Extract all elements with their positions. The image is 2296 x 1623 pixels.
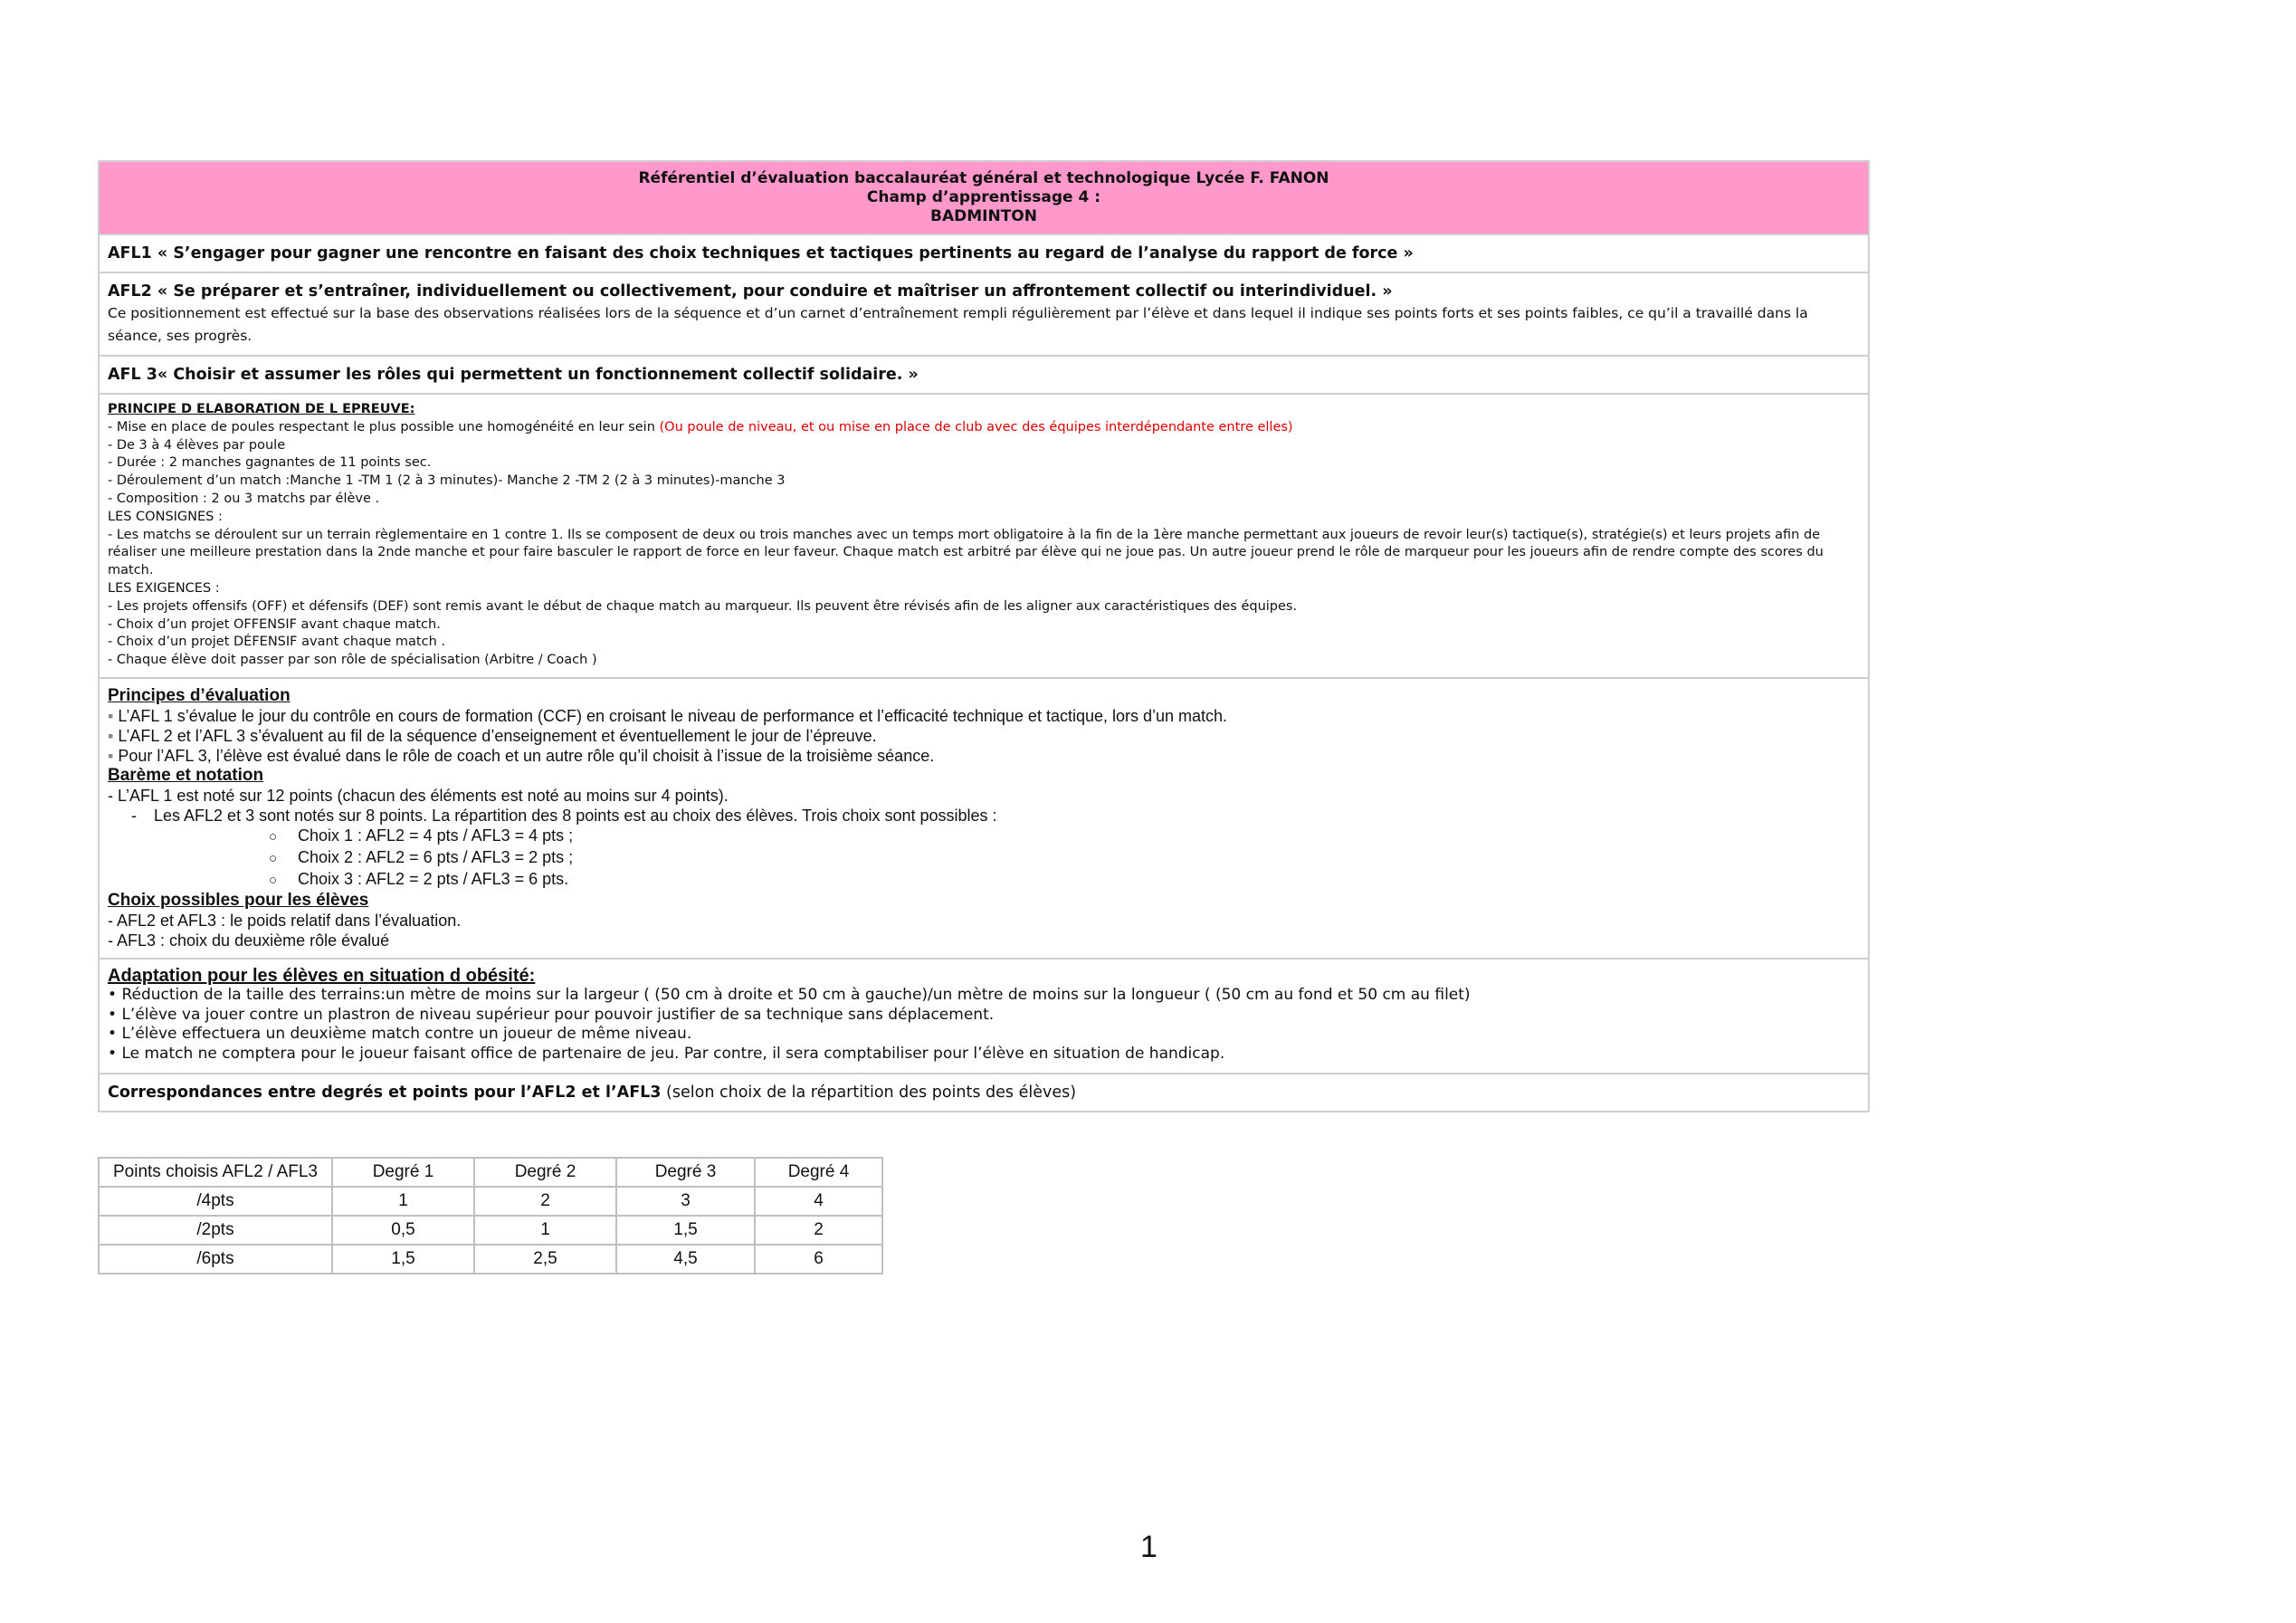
adaptation-section <box>100 959 1868 1075</box>
evaluation-section <box>100 679 1868 959</box>
choix-title: Choix possibles pour les élèves <box>108 890 369 910</box>
evaluation-sheet <box>98 160 1870 1112</box>
choix-possible-line: - AFL2 et AFL3 : le poids relatif dans l’évaluation. <box>108 911 462 930</box>
correspondances-row <box>100 1074 1868 1111</box>
adaptation-item: • L’élève effectuera un deuxième match contre un joueur de même niveau. <box>108 1025 692 1044</box>
table-row <box>99 1245 882 1274</box>
table-cell: 0,5 <box>332 1216 474 1245</box>
bullet-icon: ▪ <box>108 706 119 725</box>
choix-possible-line: - AFL3 : choix du deuxième rôle évalué <box>108 931 390 950</box>
bullet-icon: • <box>108 1025 122 1044</box>
header-activity: BADMINTON <box>930 207 1037 225</box>
correspondances-title: Correspondances entre degrés et points pour l’AFL2 et l’AFL3 <box>108 1084 662 1103</box>
evaluation-point: ▪ L’AFL 1 s’évalue le jour du contrôle en cours de formation (CCF) en croisant le niveau de performance et l’efficacité technique et tactique, lors d’un match. <box>108 706 1228 725</box>
table-header-cell: Points choisis AFL2 / AFL3 <box>99 1158 332 1187</box>
consignes-title: LES CONSIGNES : <box>108 509 223 524</box>
table-cell: 2 <box>755 1216 882 1245</box>
bareme-line: - L’AFL 1 est noté sur 12 points (chacun des éléments est noté au moins sur 4 points). <box>108 786 729 805</box>
sheet-header <box>100 162 1868 235</box>
exigence-line: - Chaque élève doit passer par son rôle de spécialisation (Arbitre / Coach ) <box>108 653 597 668</box>
afl2-title: AFL2 « Se préparer et s’entraîner, individuellement ou collectivement, pour conduire et maîtriser un affrontement collectif ou interindividuel. » <box>108 282 1393 301</box>
exigences-title: LES EXIGENCES : <box>108 580 220 596</box>
circle-bullet-icon: ○ <box>269 828 278 845</box>
points-table <box>98 1157 883 1275</box>
exigence-line: - Les projets offensifs (OFF) et défensifs (DEF) sont remis avant le début de chaque match au marqueur. Ils peuvent être révisés afin de les aligner aux caractéristiques des équipes. <box>108 598 1298 614</box>
table-cell: /6pts <box>99 1245 332 1274</box>
table-cell: 1,5 <box>616 1216 755 1245</box>
afl1-row <box>100 235 1868 273</box>
dash-icon: - <box>131 806 137 825</box>
principe-section <box>100 395 1868 679</box>
exigence-line: - Choix d’un projet OFFENSIF avant chaque match. <box>108 616 441 632</box>
circle-bullet-icon: ○ <box>269 872 278 888</box>
evaluation-point: ▪ Pour l’AFL 3, l’élève est évalué dans le rôle de coach et un autre rôle qu’il choisit à l’issue de la troisième séance. <box>108 746 935 765</box>
principe-line-text: - Mise en place de poules respectant le plus possible une homogénéité en leur sein <box>108 419 660 434</box>
afl1-text: AFL1 « S’engager pour gagner une rencontre en faisant des choix techniques et tactiques pertinents au regard de l’analyse du rapport de force » <box>108 244 1414 263</box>
principe-line: - Composition : 2 ou 3 matchs par élève . <box>108 491 380 506</box>
circle-bullet-icon: ○ <box>269 850 278 866</box>
bullet-icon: • <box>108 986 122 1005</box>
choix-line: ○ Choix 3 : AFL2 = 2 pts / AFL3 = 6 pts. <box>108 869 1860 891</box>
adaptation-item: • Le match ne comptera pour le joueur faisant office de partenaire de jeu. Par contre, il sera comptabiliser pour l’élève en situation de handicap. <box>108 1044 1225 1063</box>
table-cell: /2pts <box>99 1216 332 1245</box>
table-cell: /4pts <box>99 1187 332 1216</box>
table-cell: 6 <box>755 1245 882 1274</box>
principe-title: PRINCIPE D ELABORATION DE L EPREUVE: <box>108 402 415 416</box>
bullet-icon: • <box>108 1005 122 1024</box>
table-cell: 1 <box>332 1187 474 1216</box>
bullet-icon: • <box>108 1044 122 1063</box>
table-header-cell: Degré 3 <box>616 1158 755 1187</box>
table-cell: 4,5 <box>616 1245 755 1274</box>
table-cell: 2,5 <box>474 1245 616 1274</box>
adaptation-title: Adaptation pour les élèves en situation d obésité: <box>108 965 536 986</box>
adaptation-item: • Réduction de la taille des terrains:un mètre de moins sur la largeur ( (50 cm à droite et 50 cm à gauche)/un mètre de moins sur la longueur ( (50 cm au fond et 50 cm au filet) <box>108 986 1471 1005</box>
afl2-description: Ce positionnement est effectué sur la base des observations réalisées lors de la séquence et d’un carnet d’entraînement rempli régulièrement par l’élève et dans lequel il indique ses points forts et ses points faibles, ce qu’il a travaillé dans la séance, ses progrès. <box>108 305 1808 344</box>
table-row <box>99 1187 882 1216</box>
evaluation-point: ▪ L’AFL 2 et l’AFL 3 s’évaluent au fil de la séquence d’enseignement et éventuellement le jour de l’épreuve. <box>108 726 877 745</box>
choix-line: ○ Choix 2 : AFL2 = 6 pts / AFL3 = 2 pts ; <box>108 847 1860 869</box>
table-header-row <box>99 1158 882 1187</box>
bullet-icon: ▪ <box>108 726 119 745</box>
principe-line-red: (Ou poule de niveau, et ou mise en place de club avec des équipes interdépendante entre elles) <box>659 419 1293 434</box>
bareme-title: Barème et notation <box>108 765 264 785</box>
exigence-line: - Choix d’un projet DÉFENSIF avant chaque match . <box>108 635 445 650</box>
choix-line: ○ Choix 1 : AFL2 = 4 pts / AFL3 = 4 pts ; <box>108 826 1860 847</box>
principe-line: - Durée : 2 manches gagnantes de 11 points sec. <box>108 455 432 471</box>
table-cell: 1 <box>474 1216 616 1245</box>
table-cell: 1,5 <box>332 1245 474 1274</box>
header-title: Référentiel d’évaluation baccalauréat général et technologique Lycée F. FANON <box>638 169 1329 187</box>
afl2-row <box>100 273 1868 357</box>
table-row <box>99 1216 882 1245</box>
table-header-cell: Degré 4 <box>755 1158 882 1187</box>
evaluation-title: Principes d’évaluation <box>108 685 291 705</box>
page-number: 1 <box>1140 1530 1158 1564</box>
table-header-cell: Degré 2 <box>474 1158 616 1187</box>
consignes-text: - Les matchs se déroulent sur un terrain règlementaire en 1 contre 1. Ils se composent de deux ou trois manches avec un temps mort obligatoire à la fin de la 1ère manche permettant aux joueurs de revoir leur(s) tactique(s), stratégie(s) et leurs projets afin de réaliser une meilleure prestation dans la 2nde manche et pour faire basculer le rapport de force en leur faveur. Chaque match est arbitré par élève qui ne joue pas. Un autre joueur prend le rôle de marqueur pour les joueurs afin de rendre compte des scores du match. <box>108 527 1824 578</box>
table-cell: 4 <box>755 1187 882 1216</box>
principe-line: - Déroulement d’un match :Manche 1 -TM 1 (2 à 3 minutes)- Manche 2 -TM 2 (2 à 3 minutes)-manche 3 <box>108 473 786 489</box>
afl3-text: AFL 3« Choisir et assumer les rôles qui permettent un fonctionnement collectif solidaire. » <box>108 366 919 384</box>
correspondances-note: (selon choix de la répartition des points des élèves) <box>661 1084 1077 1103</box>
principe-line: - De 3 à 4 élèves par poule <box>108 437 286 453</box>
principe-line <box>108 419 1860 437</box>
header-subtitle: Champ d’apprentissage 4 : <box>866 188 1101 206</box>
bullet-icon: ▪ <box>108 746 119 765</box>
table-cell: 2 <box>474 1187 616 1216</box>
afl3-row <box>100 357 1868 395</box>
table-cell: 3 <box>616 1187 755 1216</box>
table-header-cell: Degré 1 <box>332 1158 474 1187</box>
adaptation-item: • L’élève va jouer contre un plastron de niveau supérieur pour pouvoir justifier de sa technique sans déplacement. <box>108 1005 995 1024</box>
bareme-line: - Les AFL2 et 3 sont notés sur 8 points. La répartition des 8 points est au choix des élèves. Trois choix sont possibles : <box>131 806 997 825</box>
